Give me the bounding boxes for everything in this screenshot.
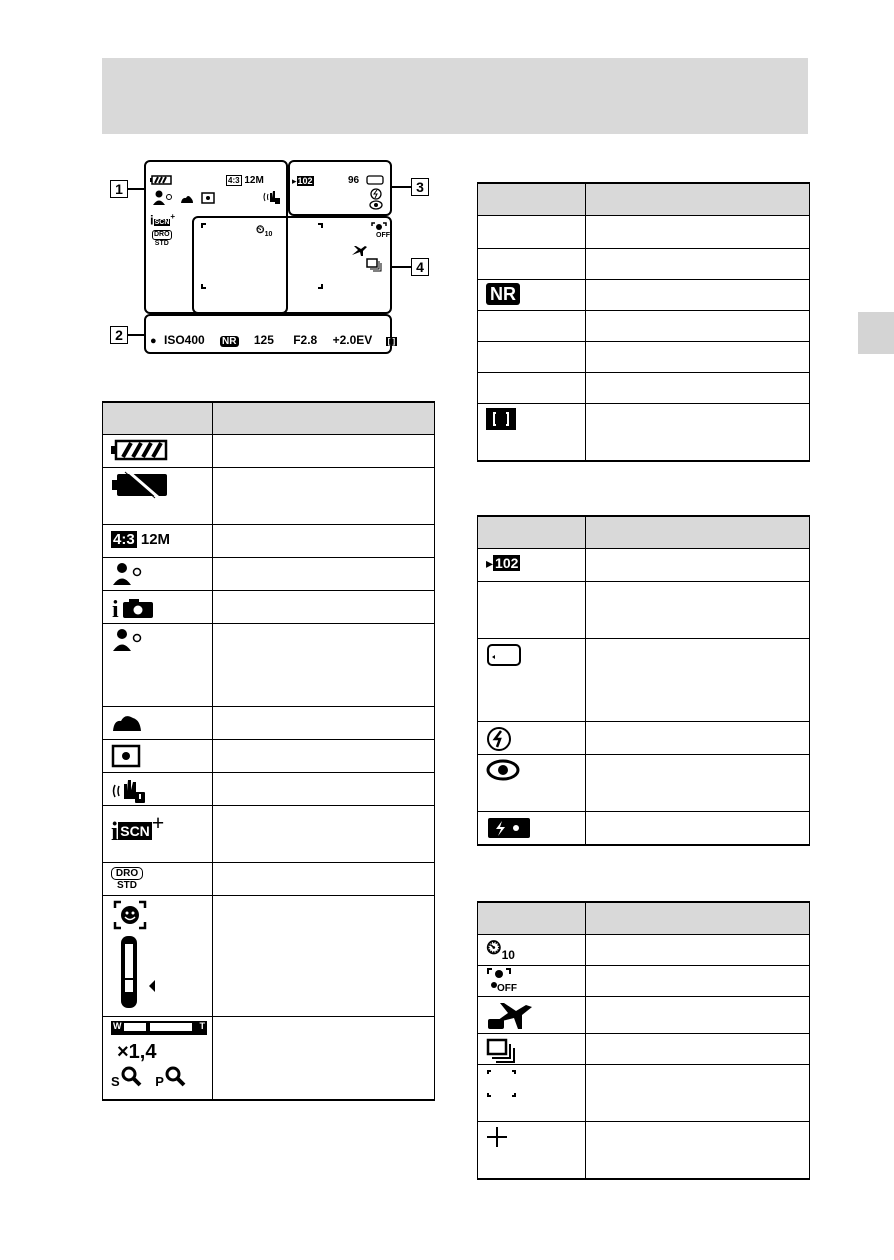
table-row [478, 216, 586, 249]
table-row [103, 896, 213, 1017]
callout-1-leader [128, 188, 144, 190]
table-row [103, 1017, 213, 1100]
table-header-desc [586, 183, 810, 216]
intelligent-auto-icon [111, 595, 155, 623]
smile-detection-icon [111, 900, 161, 1010]
svg-text:i: i [112, 597, 119, 623]
table-header-icon [478, 183, 586, 216]
table-header-desc [586, 516, 810, 549]
table-row [103, 558, 213, 591]
af-range-icon [486, 1069, 520, 1099]
table-row [478, 935, 586, 966]
table-row [478, 1065, 586, 1122]
table-row [103, 806, 213, 863]
burst-icon [486, 1038, 520, 1064]
superior-auto-icon: iSCN+ [150, 212, 176, 228]
nr-icon: NR [486, 283, 585, 305]
spot-cross-icon [486, 1126, 510, 1150]
table-row [478, 404, 586, 461]
zoom-s-icon [120, 1066, 142, 1086]
shake-warning-icon [111, 777, 151, 803]
callout-1: 1 [110, 180, 128, 198]
table-row [478, 1034, 586, 1065]
folder-icon: ▸ 102 [486, 555, 519, 571]
callout-3-leader [392, 186, 411, 188]
section-tab [858, 312, 894, 354]
flash-charging-icon [486, 816, 534, 840]
image-size: 4:3 12M [228, 175, 264, 186]
burst-icon [366, 258, 382, 272]
table-header-icon [478, 902, 586, 935]
callout-3: 3 [411, 178, 429, 196]
svg-text:OFF: OFF [497, 983, 517, 994]
shake-warning-icon [262, 188, 282, 204]
callout-4: 4 [411, 258, 429, 276]
superior-auto-icon: i SCN+ [111, 810, 165, 846]
dro-icon: DRO STD [154, 231, 170, 247]
callout-4-leader [392, 266, 411, 268]
red-eye-icon [369, 200, 383, 210]
memory-card-icon [486, 643, 522, 667]
lcd-diagram [144, 160, 396, 354]
table-row [478, 311, 586, 342]
callout-2: 2 [110, 326, 128, 344]
table-row [478, 722, 586, 755]
table-row [103, 624, 213, 707]
scene-recognition-icon [152, 190, 174, 206]
flash-off-icon [486, 726, 516, 752]
table-row [103, 740, 213, 773]
table-row [103, 525, 213, 558]
zoom-scale-icon: W T ×1,4 S P [111, 1021, 205, 1089]
self-timer-icon: $⏲_{10}$ [486, 937, 515, 962]
table-row [103, 707, 213, 740]
table-row [103, 435, 213, 468]
dro-icon: DRO STD [111, 867, 143, 891]
table-row [478, 582, 586, 639]
battery-full-icon [111, 439, 167, 461]
face-detection-icon [111, 628, 147, 652]
af-frame-icon: [ ] [387, 337, 396, 346]
table-row [478, 812, 586, 845]
table-row [478, 280, 586, 311]
table-row [478, 342, 586, 373]
table-area-3 [477, 515, 810, 846]
battery-empty-icon [111, 472, 171, 498]
table-area-2 [477, 182, 810, 462]
red-eye-icon [486, 759, 522, 783]
table-row [478, 373, 586, 404]
table-row [478, 549, 586, 582]
soft-snap-icon [180, 194, 194, 204]
table-row [478, 1122, 586, 1179]
metering-spot-icon [111, 744, 143, 768]
scene-recognition-icon [111, 562, 147, 586]
table-row [103, 863, 213, 896]
table-header-icon [103, 402, 213, 435]
table-header-desc [213, 402, 435, 435]
table-row [103, 591, 213, 624]
remaining-count: 96 [348, 175, 360, 186]
table-row [478, 755, 586, 812]
table-row [478, 966, 586, 997]
table-row [478, 249, 586, 280]
face-detect-off-icon [486, 968, 520, 992]
table-row [478, 639, 586, 722]
af-frame-icon [486, 408, 516, 430]
airplane-icon [486, 1001, 534, 1031]
rec-dot-icon: ● [150, 335, 157, 347]
self-timer-icon: $⏲_{10}$ [256, 224, 273, 239]
svg-text:OFF: OFF [376, 232, 390, 239]
bottom-bar: ● ISO400 NR 125 F2.8 +2.0EV [ ] [150, 333, 396, 347]
callout-2-leader [128, 334, 144, 336]
face-detect-off-icon [370, 222, 388, 238]
flash-off-icon [370, 188, 382, 200]
metering-spot-icon [201, 192, 215, 204]
zoom-p-icon [164, 1066, 186, 1086]
table-header-desc [586, 902, 810, 935]
title-band [102, 58, 808, 134]
table-header-icon [478, 516, 586, 549]
table-row [103, 773, 213, 806]
soft-snap-icon [111, 711, 147, 733]
table-row [478, 997, 586, 1034]
memory-card-icon [366, 175, 384, 185]
folder-icon: ▸102 [292, 176, 313, 186]
battery-icon [150, 175, 172, 185]
table-row [103, 468, 213, 525]
table-area-1 [102, 401, 435, 1101]
table-area-4 [477, 901, 810, 1180]
image-size-icon: 4:3 12M [113, 531, 171, 548]
airplane-icon [350, 242, 368, 258]
